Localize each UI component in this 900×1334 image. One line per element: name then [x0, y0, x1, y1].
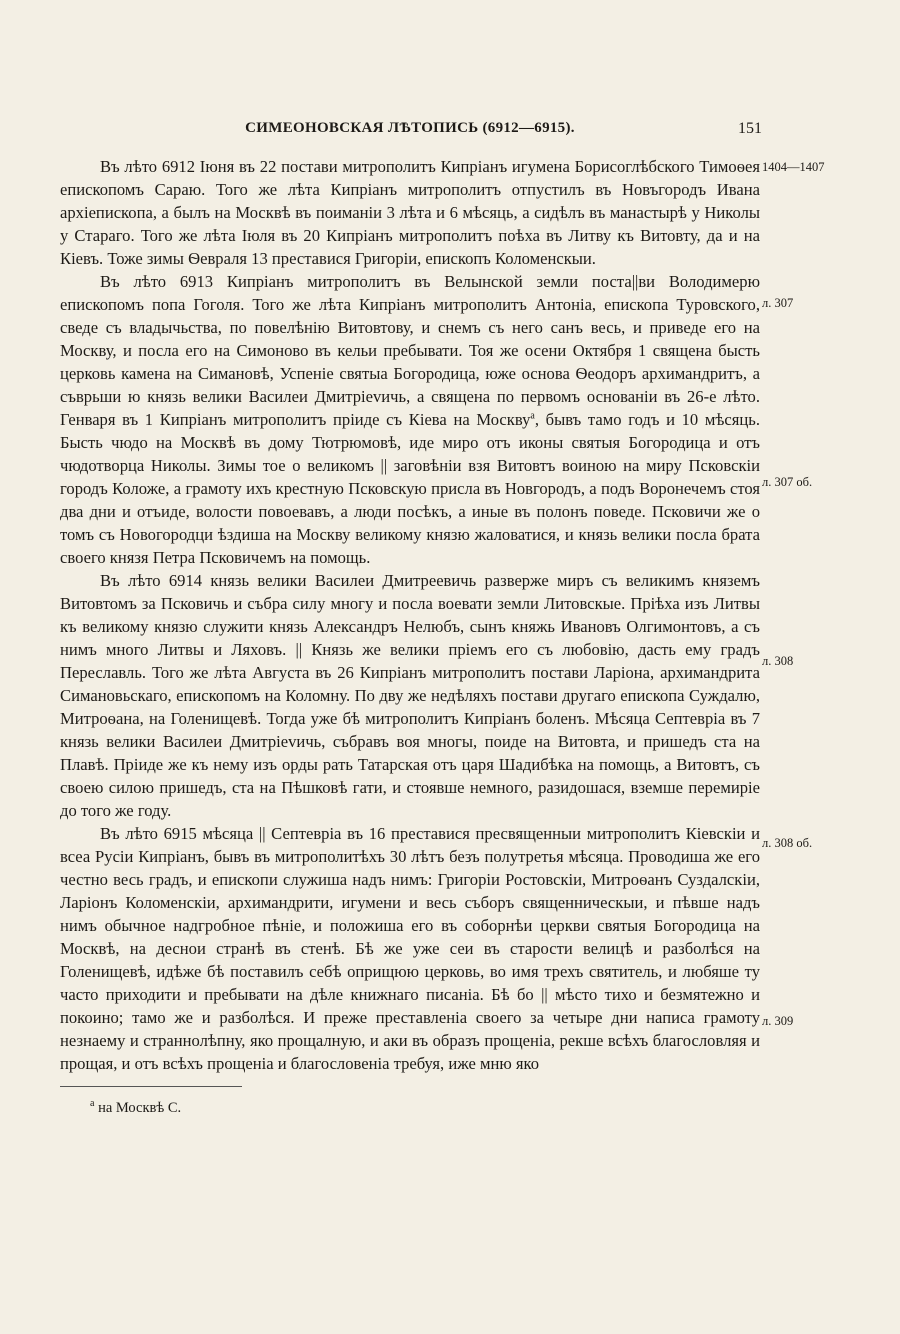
- margin-note-l307: л. 307: [762, 296, 794, 310]
- paragraph-6913-part2: бывъ тамо годъ и 10 мѣсяць. Бысть чюдо на Москвѣ въ дому Тютрюмовѣ, иде миро отъ иконы святыя Богородица и отъ чюдотворца Николы. Зимы тое о великомъ || заговѣніи взя Витовтъ воиною на миру Псковскіи городъ Коложе, а грамоту ихъ крестную Псковскую присла въ Новгородъ, а подъ Воронечемъ стоя два дни и отъиде, волости повоевавъ, а люди посѣкъ, а иные въ полонъ поведе. Псковичи же о томъ съ Новогородци ѣздиша на Москву великому князю жаловатися, и князь велики посла брата своего князя Петра Псковичемъ на помощь.: [60, 410, 760, 567]
- footnote-marker: а: [530, 410, 535, 422]
- footnote-divider: [60, 1086, 242, 1087]
- page-number: 151: [738, 120, 762, 137]
- margin-note-years: 1404—1407: [762, 160, 825, 174]
- paragraph-6914: Въ лѣто 6914 князь велики Василеи Дмитреевичь разверже миръ съ великимъ княземъ Витовтомъ за Псковичь и събра силу многу и посла воевати земли Литовскые. Пріѣха изъ Литвы къ великому князю служити князь Александръ Нелюбъ, сынъ княжь Ивановъ Олгимонтовъ, а съ нимъ много Литвы и Ляховъ. || Князь же велики пріемъ его съ любовію, дасть ему градъ Переславль. Того же лѣта Августа въ 26 Кипріанъ митрополитъ постави Ларіона, архимандрита Симановьскаго, епископомъ на Коломну. По дву же недѣляхъ постави другаго епископа Суждалю, Митроѳана, на Голенищевѣ. Тогда уже бѣ митрополитъ Кипріанъ боленъ. Мѣсяца Септевріа въ 7 князь велики Василеи Дмитрievичь, събравъ воя многы, поиде на Витовта, и пришедъ ста на Плавѣ. Пріиде же къ нему изъ орды рать Татарская отъ царя Шадибѣка на помощь, а Витовтъ, съ своею силою пришедъ, ста на Пѣшковѣ гати, и стоявше немного, разидошася, вземше перемиріе до того же году.: [60, 571, 760, 820]
- paragraph-6912: Въ лѣто 6912 Іюня въ 22 постави митрополитъ Кипріанъ игумена Борисоглѣбского Тимоѳея епископомъ Сараю. Того же лѣта Кипріанъ митрополитъ отпустилъ въ Новъгородъ Ивана архіепископа, а былъ на Москвѣ въ поиманіи 3 лѣта и 6 мѣсяць, а сидѣлъ въ манастырѣ у Николы у Стараго. Того же лѣта Іюля въ 20 Кипріанъ митрополитъ поѣха въ Литву къ Витовту, да и на Кіевъ. Тоже зимы Ѳевраля 13 преставися Григоріи, епископъ Коломенскыи.: [60, 157, 760, 268]
- paragraph-6913: Въ лѣто 6913 Кипріанъ митрополитъ въ Велынской земли поста||ви Володимерю епископомъ попа Гоголя. Того же лѣта Кипріанъ митрополитъ Антоніа, епископа Туровского, сведе съ владычьства, по повелѣнію Витовтову, и снемъ съ него санъ весь, и приведе его на Москву, и посла его на Симоново въ кельи пребывати. Тоя же осени Октября 1 священа бысть церковь камена на Симановѣ, Успеніе святыа Богородица, юже основа Ѳеодоръ архимандритъ, а съврьши ю князь велики Василеи Дмитрievичь, а священа по первомъ основаніи въ 26-е лѣто. Генваря въ 1 Кипріанъ митрополитъ пріиде съ Кіева на Москву$^а$, бывъ тамо годъ и 10 мѣсяць. Бысть чюдо на Москвѣ въ дому Тютрюмовѣ, иде миро отъ иконы святыя Богородица и отъ чюдотворца Николы. Зимы тое о великомъ || заговѣніи взя Витовтъ воиною на миру Псковскіи городъ Коложе, а грамоту ихъ крестную Псковскую присла въ Новгородъ, а подъ Воронечемъ стоя два дни и отъиде, волости повоевавъ, а люди посѣкъ, а иные въ полонъ поведе. Псковичи же о томъ съ Новогородци ѣздиша на Москву великому князю жаловатися, и князь велики посла брата своего князя Петра Псковичемъ на помощь.: [60, 272, 760, 567]
- margin-note-l308ob: л. 308 об.: [762, 836, 813, 850]
- margin-note-l307ob: л. 307 об.: [762, 475, 813, 489]
- footnote: [90, 1100, 181, 1117]
- running-title: СИМЕОНОВСКАЯ ЛѢТОПИСЬ (6912—6915).: [245, 120, 575, 136]
- footnote-marker-ref: а: [90, 1098, 95, 1110]
- paragraph-6913-part1: Въ лѣто 6913 Кипріанъ митрополитъ въ Велынской земли поста||ви Володимерю епископомъ попа Гоголя. Того же лѣта Кипріанъ митрополитъ Антоніа, епископа Туровского, сведе съ владычьства, по повелѣнію Витовтову, и снемъ съ него санъ весь, и приведе его на Москву, и посла его на Симоново въ кельи пребывати. Тоя же осени Октября 1 священа бысть церковь камена на Симановѣ, Успеніе святыа Богородица, юже основа Ѳеодоръ архимандритъ, а съврьши ю князь велики Василеи Дмитрievичь, а священа по первомъ основаніи въ 26-е лѣто. Генваря въ 1 Кипріанъ митрополитъ пріиде съ Кіева на Москву: [60, 272, 760, 429]
- paragraph-6915: Въ лѣто 6915 мѣсяца || Септевріа въ 16 преставися пресвященныи митрополитъ Кіевскіи и всеа Русіи Кипріанъ, бывъ въ митрополитѣхъ 30 лѣтъ безъ полутретья мѣсяца. Проводиша же его честно весь градъ, и епископи служиша надъ нимъ: Григоріи Ростовскіи, Митроѳанъ Суздалскіи, Ларіонъ Коломенскіи, архимандрити, игумени и весь съборъ священническыи, и пѣвше надъ нимъ обычное надгробное пѣніе, и положиша его въ соборнѣи церкви святыя Богородица на Москвѣ, на деснои странѣ въ стенѣ. Бѣ же уже сеи въ старости велицѣ и разболѣся на Голенищевѣ, идѣже бѣ поставилъ себѣ оприщюю церковь, во имя трехъ святитель, и любяше ту часто приходити и пребывати на дѣле книжнаго писаніа. Бѣ бо || мѣсто тихо и безмятежно и покоино; тамо же и разболѣся. И преже преставленіа своего за четыре дни написа грамоту незнаему и страннолѣпну, яко прощалную, и аки въ образъ прощеніа, рекше всѣхъ благословляя и прощая, и отъ всѣхъ прощеніа и благословеніа требуя, иже мню яко: [60, 824, 760, 1073]
- footnote-text: на Москвѣ С.: [98, 1100, 182, 1116]
- margin-note-l308: л. 308: [762, 654, 794, 668]
- margin-note-l309: л. 309: [762, 1014, 794, 1028]
- chronicle-text: [60, 155, 760, 1075]
- page-header: [60, 120, 760, 144]
